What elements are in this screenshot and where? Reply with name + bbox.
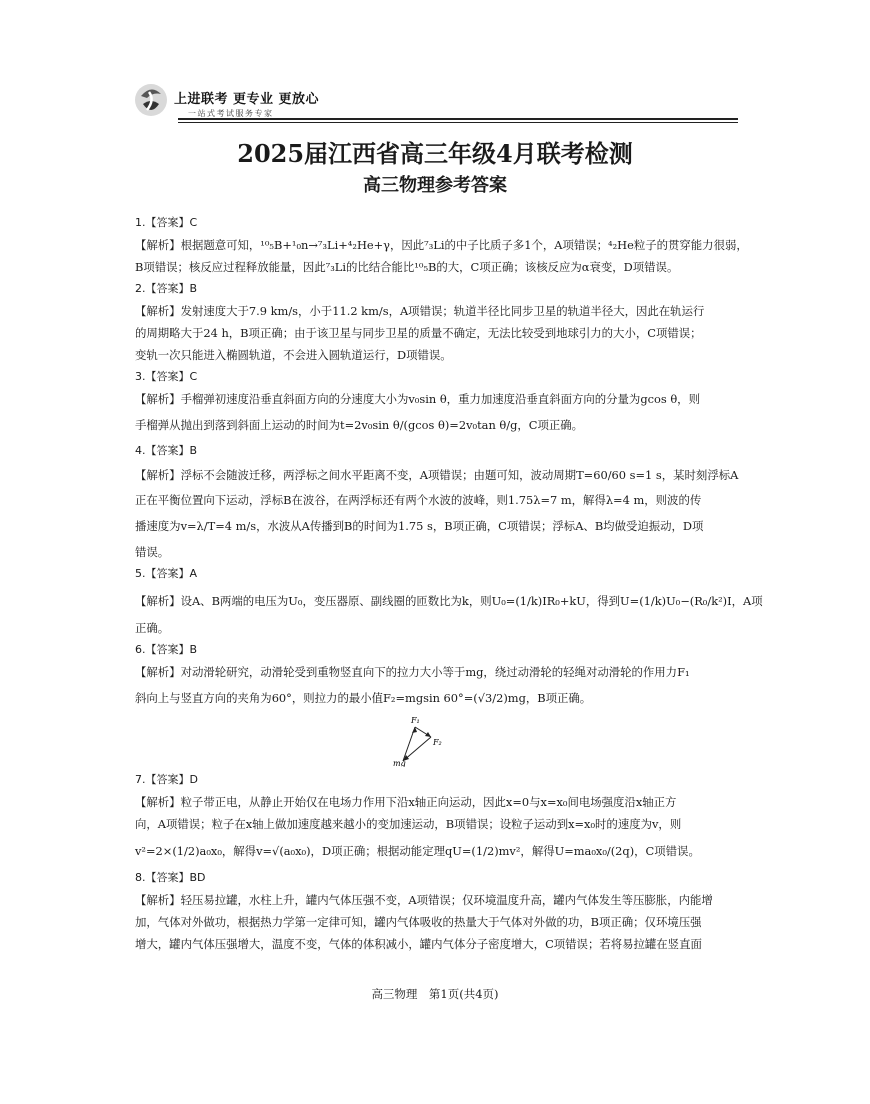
answer-line: 1.【答案】C <box>135 216 198 229</box>
analysis-line: 【解析】粒子带正电，从静止开始仅在电场力作用下沿x轴正向运动，因此x=0与x=x₀间电场强度沿x轴正方 <box>135 795 677 809</box>
analysis-line: 加，气体对外做功，根据热力学第一定律可知，罐内气体吸收的热量大于气体对外做的功，B项正确；仅环境压强 <box>135 915 702 929</box>
analysis-line: 【解析】发射速度大于7.9 km/s，小于11.2 km/s，A项错误；轨道半径比同步卫星的轨道半径大，因此在轨运行 <box>135 304 705 318</box>
header-rule <box>178 118 738 120</box>
analysis-line: 变轨一次只能进入椭圆轨道，不会进入圆轨道运行，D项错误。 <box>135 348 452 362</box>
analysis-line: 【解析】浮标不会随波迁移，两浮标之间水平距离不变，A项错误；由题可知，波动周期T=60/60 s=1 s，某时刻浮标A <box>135 468 739 482</box>
force-diagram <box>393 715 453 767</box>
analysis-line: 【解析】对动滑轮研究，动滑轮受到重物竖直向下的拉力大小等于mg，绕过动滑轮的轻绳对动滑轮的作用力F₁ <box>135 665 690 679</box>
analysis-line: 正确。 <box>135 621 170 635</box>
analysis-line: 【解析】设A、B两端的电压为U₀，变压器原、副线圈的匝数比为k，则U₀=(1/k)IR₀+kU，得到U=(1/k)U₀−(R₀/k²)I，A项 <box>135 594 763 608</box>
answer-content <box>135 212 765 955</box>
analysis-line: 错误。 <box>135 545 170 559</box>
analysis-line: 播速度为v=λ/T=4 m/s，水波从A传播到B的时间为1.75 s，B项正确，C项错误；浮标A、B均做受迫振动，D项 <box>135 519 704 533</box>
label-f1: F₁ <box>411 716 420 725</box>
answer-line: 8.【答案】BD <box>135 871 206 884</box>
analysis-line: 增大，罐内气体压强增大，温度不变，气体的体积减小，罐内气体分子密度增大，C项错误；若将易拉罐在竖直面 <box>135 937 702 951</box>
analysis-line: 向，A项错误；粒子在x轴上做加速度越来越小的变加速运动，B项错误；设粒子运动到x=x₀时的速度为v，则 <box>135 817 682 831</box>
page-footer: 高三物理 第1页(共4页) <box>371 987 499 1001</box>
answer-line: 5.【答案】A <box>135 567 198 580</box>
analysis-line: v²=2×(1/2)a₀x₀，解得v=√(a₀x₀)，D项正确；根据动能定理qU=(1/2)mv²，解得U=ma₀x₀/(2q)，C项错误。 <box>135 844 700 858</box>
analysis-line: B项错误；核反应过程释放能量，因此⁷₃Li的比结合能比¹⁰₅B的大，C项正确；该核反应为α衰变，D项错误。 <box>135 260 679 274</box>
analysis-line: 正在平衡位置向下运动，浮标B在波谷，在两浮标还有两个水波的波峰，则1.75λ=7 m，解得λ=4 m，则波的传 <box>135 493 702 507</box>
label-f2: F₂ <box>433 738 442 747</box>
answer-line: 2.【答案】B <box>135 282 198 295</box>
analysis-line: 【解析】根据题意可知，¹⁰₅B+¹₀n→⁷₃Li+⁴₂He+γ，因此⁷₃Li的中子比质子多1个，A项错误；⁴₂He粒子的贯穿能力很弱， <box>135 238 748 252</box>
analysis-line: 【解析】手榴弹初速度沿垂直斜面方向的分速度大小为v₀sin θ，重力加速度沿垂直斜面方向的分量为gcos θ，则 <box>135 392 700 406</box>
answer-line: 3.【答案】C <box>135 370 198 383</box>
brand-logo-icon <box>133 82 169 118</box>
page-subtitle: 高三物理参考答案 <box>363 175 507 196</box>
header-rule-thin <box>178 122 738 123</box>
answer-line: 7.【答案】D <box>135 773 198 786</box>
analysis-line: 手榴弹从抛出到落到斜面上运动的时间为t=2v₀sin θ/(gcos θ)=2v₀tan θ/g，C项正确。 <box>135 418 584 432</box>
analysis-line: 【解析】轻压易拉罐，水柱上升，罐内气体压强不变，A项错误；仅环境温度升高，罐内气体发生等压膨胀，内能增 <box>135 893 713 907</box>
answer-line: 6.【答案】B <box>135 643 198 656</box>
analysis-line: 斜向上与竖直方向的夹角为60°，则拉力的最小值F₂=mgsin 60°=(√3/2)mg，B项正确。 <box>135 691 592 705</box>
page-title: 2025届江西省高三年级4月联考检测 <box>237 139 633 168</box>
answer-line: 4.【答案】B <box>135 444 198 457</box>
brand-sub-slogan: 一站式考试服务专家 <box>188 109 274 118</box>
label-mg: mg <box>393 759 406 767</box>
analysis-line: 的周期略大于24 h，B项正确；由于该卫星与同步卫星的质量不确定，无法比较受到地球引力的大小，C项错误； <box>135 326 702 340</box>
brand-slogan: 上进联考 更专业 更放心 <box>174 92 320 107</box>
